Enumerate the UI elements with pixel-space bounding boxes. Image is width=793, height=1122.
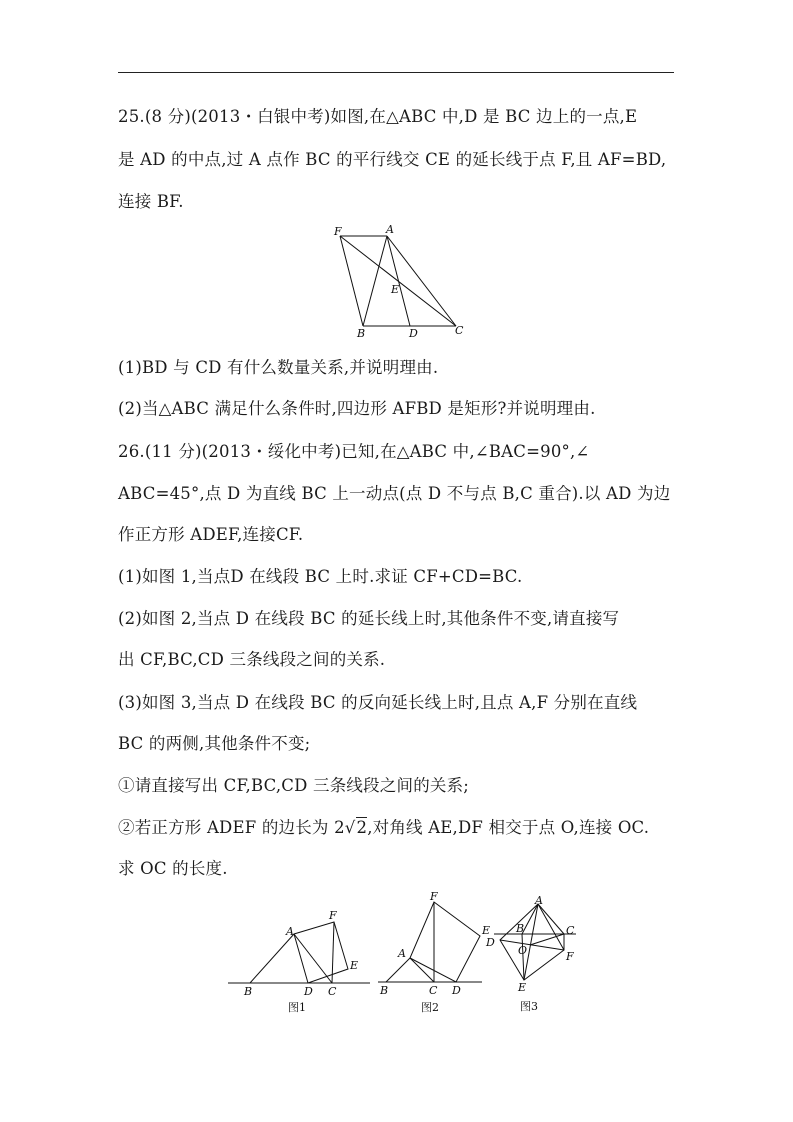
p26-q3-line-1: (3)如图 3,当点 D 在线段 BC 的反向延长线上时,且点 A,F 分别在直线 bbox=[118, 693, 638, 712]
p26-figure-3 bbox=[480, 896, 590, 1014]
fig3-label-E: E bbox=[518, 981, 527, 994]
fig2-label-E: E bbox=[482, 924, 491, 937]
fig1-caption: 图1 bbox=[288, 1001, 306, 1014]
p25-line-2: 是 AD 的中点,过 A 点作 BC 的平行线交 CE 的延长线于点 F,且 AF=BD, bbox=[118, 150, 667, 169]
header-rule bbox=[118, 72, 674, 73]
fig3-caption: 图3 bbox=[520, 1000, 538, 1013]
fig1-line-AC bbox=[294, 934, 332, 983]
fig1-label-B: B bbox=[244, 985, 253, 998]
p25-line-FC bbox=[340, 236, 456, 326]
p25-line-3: 连接 BF. bbox=[118, 192, 184, 211]
fig3-label-A: A bbox=[535, 894, 543, 907]
p25-label-C: C bbox=[455, 324, 464, 337]
fig3-diagonal-DF bbox=[500, 940, 564, 950]
fig2-line-BA bbox=[386, 958, 410, 982]
p26-line-1: 26.(11 分)(2013・绥化中考)已知,在△ABC 中,∠BAC=90°,∠ bbox=[118, 442, 590, 461]
p25-label-E: E bbox=[391, 283, 400, 296]
p26-q3-part2-line-2: 求 OC 的长度. bbox=[118, 859, 228, 878]
p25-q2: (2)当△ABC 满足什么条件时,四边形 AFBD 是矩形?并说明理由. bbox=[118, 399, 596, 418]
p26-line-2: ABC=45°,点 D 为直线 BC 上一动点(点 D 不与点 B,C 重合).以 AD 为边 bbox=[118, 484, 671, 503]
fig1-label-D: D bbox=[304, 985, 313, 998]
fig2-label-C: C bbox=[429, 984, 438, 997]
p26-q2-line-1: (2)如图 2,当点 D 在线段 BC 的延长线上时,其他条件不变,请直接写 bbox=[118, 609, 620, 628]
p25-figure bbox=[330, 224, 470, 339]
p26-figure-1 bbox=[228, 905, 373, 1015]
p25-line-FB bbox=[340, 236, 363, 326]
p26-figure-2 bbox=[376, 892, 496, 1014]
fig3-line-AC bbox=[538, 904, 564, 934]
p26-line-3: 作正方形 ADEF,连接CF. bbox=[118, 525, 304, 544]
p26-q1: (1)如图 1,当点D 在线段 BC 上时.求证 CF+CD=BC. bbox=[118, 567, 523, 586]
fig2-label-A: A bbox=[398, 947, 406, 960]
fig1-label-F: F bbox=[329, 909, 337, 922]
fig2-caption: 图2 bbox=[421, 1001, 439, 1014]
fig1-label-C: C bbox=[328, 985, 337, 998]
p26-q2-line-2: 出 CF,BC,CD 三条线段之间的关系. bbox=[118, 650, 386, 669]
fig1-label-E: E bbox=[350, 959, 359, 972]
fig3-line-BE bbox=[522, 934, 524, 980]
fig3-line-OC bbox=[530, 934, 564, 945]
p26-q3-part1: ①请直接写出 CF,BC,CD 三条线段之间的关系; bbox=[118, 776, 470, 795]
p25-line-1: 25.(8 分)(2013・白银中考)如图,在△ABC 中,D 是 BC 边上的一点,E bbox=[118, 107, 638, 126]
fig1-square-ADEF bbox=[294, 922, 348, 983]
p26-q3-line-2: BC 的两侧,其他条件不变; bbox=[118, 734, 311, 753]
p25-number: 25. bbox=[118, 107, 145, 126]
p25-label-A: A bbox=[386, 223, 394, 236]
fig2-label-B: B bbox=[380, 984, 389, 997]
fig3-label-C: C bbox=[566, 924, 575, 937]
fig3-label-F: F bbox=[566, 950, 574, 963]
p25-label-F: F bbox=[334, 225, 342, 238]
fig2-label-F: F bbox=[430, 890, 438, 903]
p25-line-AB bbox=[363, 236, 387, 326]
fig2-label-D: D bbox=[452, 984, 461, 997]
sqrt-expression: √2 bbox=[344, 818, 368, 837]
fig3-label-B: B bbox=[516, 922, 525, 935]
fig3-label-D: D bbox=[486, 936, 495, 949]
fig1-label-A: A bbox=[286, 925, 294, 938]
p26-q3-part2-line-1: ②若正方形 ADEF 的边长为 2√2,对角线 AE,DF 相交于点 O,连接 OC. bbox=[118, 818, 650, 837]
p25-q1: (1)BD 与 CD 有什么数量关系,并说明理由. bbox=[118, 358, 439, 377]
p25-label-D: D bbox=[409, 327, 418, 340]
fig1-line-BA bbox=[250, 934, 294, 983]
p26-number: 26. bbox=[118, 442, 145, 461]
fig3-label-O: O bbox=[518, 944, 528, 957]
fig2-line-AC bbox=[410, 958, 434, 982]
p25-label-B: B bbox=[357, 327, 366, 340]
fig2-square-ADEF bbox=[410, 902, 480, 982]
